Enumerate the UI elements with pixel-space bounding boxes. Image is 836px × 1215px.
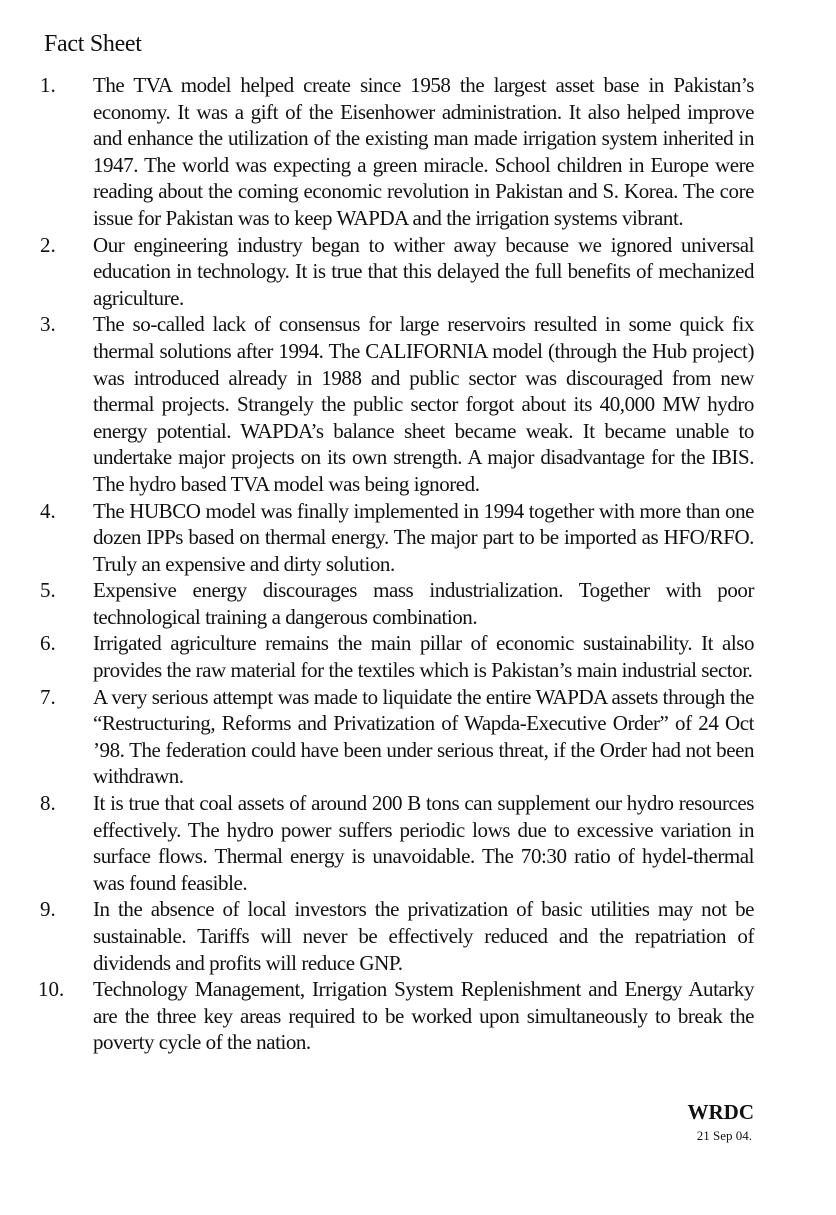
item-number: 3.: [40, 312, 56, 337]
item-text: The HUBCO model was finally implemented in 1994 together with more than one dozen IPPs based on thermal energy. The major part to be imported as HFO/RFO. Truly an expensive and dirty solution.: [93, 498, 754, 576]
item-text: The TVA model helped create since 1958 the largest asset base in Pakistan’s economy. It was a gift of the Eisenhower administration. It also helped improve and enhance the utilization of the existing man made irrigation system inherited in 1947. The world was expecting a green miracle. School children in Europe were reading about the coming economic revolution in Pakistan and S. Korea. The core issue for Pakistan was to keep WAPDA and the irrigation systems vibrant.: [93, 73, 754, 230]
item-number: 2.: [40, 232, 56, 257]
item-number: 6.: [40, 631, 56, 656]
list-item: [0, 790, 836, 896]
signature: WRDC: [687, 1100, 754, 1124]
page-title: Fact Sheet: [44, 31, 142, 57]
item-number: 7.: [40, 684, 56, 709]
list-item: [0, 577, 836, 630]
item-text: Our engineering industry began to wither away because we ignored universal education in technology. It is true that this delayed the full benefits of mechanized agriculture.: [93, 232, 754, 310]
item-number: 1.: [40, 73, 56, 97]
item-number: 4.: [40, 498, 56, 523]
item-number: 8.: [40, 791, 56, 816]
list-item: [0, 976, 836, 1056]
item-text: Irrigated agriculture remains the main pillar of economic sustainability. It also provides the raw material for the textiles which is Pakistan’s main industrial sector.: [93, 631, 754, 683]
item-text: A very serious attempt was made to liquidate the entire WAPDA assets through the “Restructuring, Reforms and Privatization of Wapda-Executive Order” of 24 Oct ’98. The federation could have been under serious threat, if the Order had not been withdrawn.: [93, 684, 754, 789]
list-item: [0, 232, 836, 312]
list-item: [0, 684, 836, 790]
date: 21 Sep 04.: [696, 1128, 752, 1143]
item-number: 10.: [38, 977, 65, 1002]
item-number: 5.: [40, 578, 56, 603]
item-text: Technology Management, Irrigation System Replenishment and Energy Autarky are the three key areas required to be worked upon simultaneously to break the poverty cycle of the nation.: [93, 977, 754, 1055]
list-item: [0, 630, 836, 683]
list-item: [0, 311, 836, 497]
list-item: [0, 896, 836, 976]
fact-list: [0, 72, 836, 1056]
item-text: The so-called lack of consensus for large reservoirs resulted in some quick fix thermal solutions after 1994. The CALIFORNIA model (through the Hub project) was introduced already in 1988 and public sector was discouraged from new thermal projects. Strangely the public sector forgot about its 40,000 MW hydro energy potential. WAPDA’s balance sheet became weak. It became unable to undertake major projects on its own strength. A major disadvantage for the IBIS. The hydro based TVA model was being ignored.: [93, 312, 754, 496]
item-text: Expensive energy discourages mass industrialization. Together with poor technological training a dangerous combination.: [93, 578, 754, 629]
list-item: [0, 498, 836, 578]
item-number: 9.: [40, 897, 56, 922]
list-item: [0, 72, 836, 232]
item-text: It is true that coal assets of around 200 B tons can supplement our hydro resources effectively. The hydro power suffers periodic lows due to excessive variation in surface flows. Thermal energy is unavoidable. The 70:30 ratio of hydel-thermal was found feasible.: [93, 791, 754, 895]
item-text: In the absence of local investors the privatization of basic utilities may not be sustainable. Tariffs will never be effectively reduced and the repatriation of dividends and profits will reduce GNP.: [93, 897, 754, 975]
